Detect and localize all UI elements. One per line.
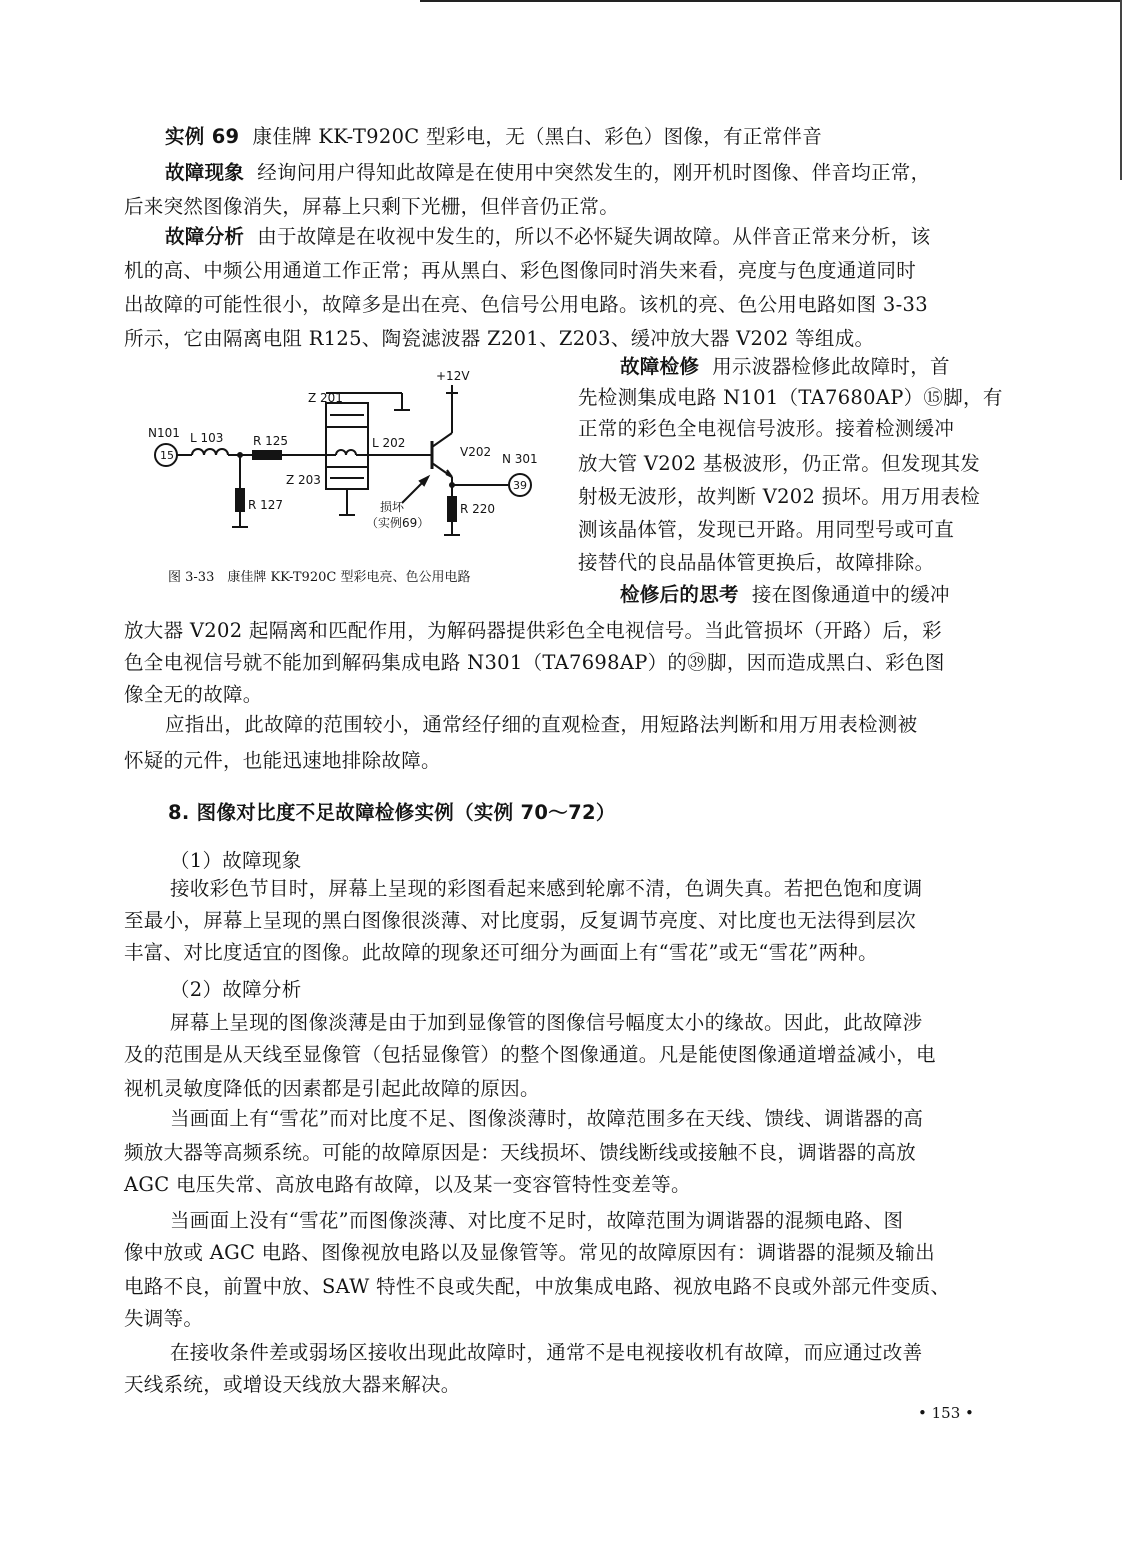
p3-line-2: 频放大器等高频系统。可能的故障原因是：天线损坏、馈线断线或接触不良，调谐器的高放: [124, 1141, 917, 1164]
v202-label: V202: [460, 445, 492, 459]
subheading-symptom: （1）故障现象: [170, 849, 302, 872]
circuit-diagram: [140, 355, 580, 590]
p1-line-3: 丰富、对比度适宜的图像。此故障的现象还可细分为画面上有“雪花”或无“雪花”两种。: [124, 941, 878, 964]
l103-inductor: [192, 449, 228, 455]
symptom-label: 故障现象: [165, 161, 245, 184]
case-title-line: [165, 120, 822, 154]
repair-line-4: 放大管 V202 基极波形，仍正常。但发现其发: [578, 452, 981, 475]
p2-line-3: 视机灵敏度降低的因素都是引起此故障的原因。: [124, 1077, 540, 1100]
note-line-2: 怀疑的元件，也能迅速地排除故障。: [124, 749, 441, 772]
l202-inductor: [336, 450, 356, 455]
vcc-label: +12V: [436, 369, 470, 383]
damaged-case-label: （实例69）: [366, 516, 430, 530]
r125-label: R 125: [253, 434, 289, 448]
thought-text: 接在图像通道中的缓冲: [751, 583, 950, 606]
p3-line-3: AGC 电压失常、高放电路有故障，以及某一变容管特性变差等。: [124, 1173, 691, 1196]
figure-caption: 图 3-33 康佳牌 KK-T920C 型彩电亮、色公用电路: [168, 570, 471, 585]
case-heading: 实例 69: [165, 125, 240, 148]
repair-label: 故障检修: [620, 355, 700, 378]
r127-label: R 127: [248, 498, 284, 512]
damaged-label: 损坏: [380, 500, 405, 514]
thought-line-1: [620, 578, 950, 612]
p1-line-1: 接收彩色节目时，屏幕上呈现的彩图看起来感到轮廓不清，色调失真。若把色饱和度调: [170, 877, 923, 900]
note-line-1: 应指出，此故障的范围较小，通常经仔细的直观检查，用短路法判断和用万用表检测被: [165, 713, 918, 736]
symptom-line-2: 后来突然图像消失，屏幕上只剩下光栅，但伴音仍正常。: [124, 195, 620, 218]
pin39-label: 39: [513, 479, 527, 492]
scan-edge-top: [420, 0, 1122, 2]
page-number: • 153 •: [918, 1404, 974, 1422]
n301-label: N 301: [502, 452, 538, 466]
p2-line-1: 屏幕上呈现的图像淡薄是由于加到显像管的图像信号幅度太小的缘故。因此，此故障涉: [170, 1011, 923, 1034]
thought-line-2: 放大器 V202 起隔离和匹配作用，为解码器提供彩色全电视信号。当此管损坏（开路）后，彩: [124, 619, 942, 642]
thought-line-4: 像全无的故障。: [124, 683, 263, 706]
l202-label: L 202: [372, 436, 406, 450]
p4-line-2: 像中放或 AGC 电路、图像视放电路以及显像管等。常见的故障原因有：调谐器的混频及输出: [124, 1241, 935, 1264]
p4-line-3: 电路不良，前置中放、SAW 特性不良或失配，中放集成电路、视放电路不良或外部元件变质、: [124, 1275, 951, 1298]
symptom-line-1: [165, 156, 930, 190]
p4-line-4: 失调等。: [124, 1307, 204, 1330]
analysis-text: 由于故障是在收视中发生的，所以不必怀疑失调故障。从伴音正常来分析，该: [257, 225, 931, 248]
thought-label: 检修后的思考: [620, 583, 739, 606]
analysis-line-3: 出故障的可能性很小，故障多是出在亮、色信号公用电路。该机的亮、色公用电路如图 3-33: [124, 293, 928, 316]
subheading-analysis: （2）故障分析: [170, 978, 302, 1001]
l103-label: L 103: [190, 431, 224, 445]
repair-line-7: 接替代的良品晶体管更换后，故障排除。: [578, 551, 935, 574]
section-heading: 8. 图像对比度不足故障检修实例（实例 70～72）: [168, 801, 616, 824]
p5-line-1: 在接收条件差或弱场区接收出现此故障时，通常不是电视接收机有故障，而应通过改善: [170, 1341, 923, 1364]
repair-line-6: 测该晶体管，发现已开路。用同型号或可直: [578, 518, 955, 541]
case-title: 康佳牌 KK-T920C 型彩电，无（黑白、彩色）图像，有正常伴音: [252, 125, 822, 148]
symptom-text: 经询问用户得知此故障是在使用中突然发生的，刚开机时图像、伴音均正常，: [257, 161, 931, 184]
analysis-label: 故障分析: [165, 225, 245, 248]
repair-text: 用示波器检修此故障时，首: [712, 355, 950, 378]
p1-line-2: 至最小，屏幕上呈现的黑白图像很淡薄、对比度弱，反复调节亮度、对比度也无法得到层次: [124, 909, 917, 932]
repair-line-3: 正常的彩色全电视信号波形。接着检测缓冲: [578, 417, 955, 440]
repair-line-5: 射极无波形，故判断 V202 损坏。用万用表检: [578, 485, 981, 508]
p3-line-1: 当画面上有“雪花”而对比度不足、图像淡薄时，故障范围多在天线、馈线、调谐器的高: [170, 1107, 924, 1130]
thought-line-3: 色全电视信号就不能加到解码集成电路 N301（TA7698AP）的㊴脚，因而造成黑白、彩色图: [124, 651, 945, 674]
repair-line-1: [620, 350, 950, 384]
pin15-label: 15: [160, 449, 174, 462]
analysis-line-1: [165, 220, 930, 254]
n101-label: N101: [148, 426, 180, 440]
r125-resistor: [253, 451, 281, 459]
z201-label: Z 201: [308, 391, 343, 405]
repair-line-2: 先检测集成电路 N101（TA7680AP）⑮脚，有: [578, 386, 1003, 409]
r220-resistor: [448, 497, 456, 521]
p4-line-1: 当画面上没有“雪花”而图像淡薄、对比度不足时，故障范围为调谐器的混频电路、图: [170, 1209, 904, 1232]
r220-label: R 220: [460, 502, 496, 516]
z203-label: Z 203: [286, 473, 321, 487]
analysis-line-2: 机的高、中频公用通道工作正常；再从黑白、彩色图像同时消失来看，亮度与色度通道同时: [124, 259, 917, 282]
p2-line-2: 及的范围是从天线至显像管（包括显像管）的整个图像通道。凡是能使图像通道增益减小，电: [124, 1043, 936, 1066]
analysis-line-4: 所示，它由隔离电阻 R125、陶瓷滤波器 Z201、Z203、缓冲放大器 V202 等组成。: [124, 327, 875, 350]
r127-resistor: [236, 489, 244, 511]
p5-line-2: 天线系统，或增设天线放大器来解决。: [124, 1373, 461, 1396]
